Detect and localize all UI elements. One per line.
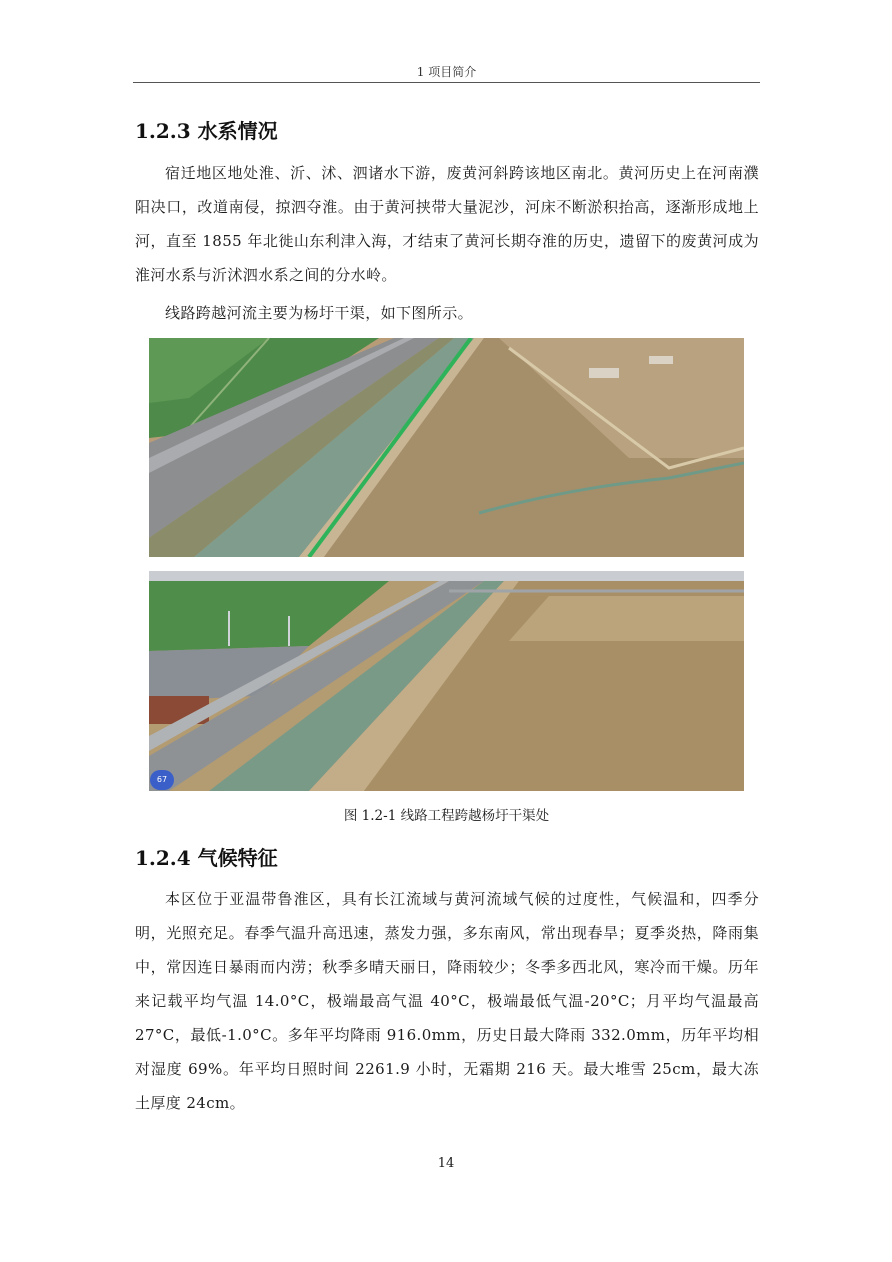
- section-heading-climate: 1.2.4 气候特征: [135, 846, 278, 870]
- photo-badge: 67: [150, 770, 174, 790]
- aerial-photo-canal-bottom: [149, 571, 744, 791]
- figure-caption: 图 1.2-1 线路工程跨越杨圩干渠处: [343, 808, 550, 824]
- header-rule: [133, 82, 760, 83]
- aerial-photo-canal-top: [149, 338, 744, 557]
- climate-paragraph: 本区位于亚温带鲁淮区，具有长江流域与黄河流域气候的过度性，气候温和，四季分明，光照充足。春季气温升高迅速，蒸发力强，多东南风，常出现春旱；夏季炎热，降雨集中，常因连日暴雨而内涝；秋季多晴天丽日，降雨较少；冬季多西北风，寒冷而干燥。历年来记载平均气温 14.0°C，极端最高气温 40°C，极端最低气温-20°C；月平均气温最高 27°C，最低-1.0°C。多年平均降雨 916.0mm，历史日最大降雨 332.0mm，历年平均相对湿度 69%。年平均日照时间 2261.9 小时，无霜期 216 天。最大堆雪 25cm，最大冻土厚度 24cm。: [135, 890, 759, 1112]
- water-system-paragraph: 宿迁地区地处淮、沂、沭、泗诸水下游，废黄河斜跨该地区南北。黄河历史上在河南濮阳决口，改道南侵，掠泗夺淮。由于黄河挟带大量泥沙，河床不断淤积抬高，逐渐形成地上河，直至 1855 年北徙山东利津入海，才结束了黄河长期夺淮的历史，遗留下的废黄河成为淮河水系与沂沭泗水系之间的分水岭。: [135, 164, 759, 284]
- section-heading-water-system: 1.2.3 水系情况: [135, 119, 278, 143]
- river-crossing-paragraph: 线路跨越河流主要为杨圩干渠，如下图所示。: [165, 304, 474, 322]
- page-number: 14: [437, 1156, 455, 1171]
- running-header: 1 项目简介: [416, 65, 477, 79]
